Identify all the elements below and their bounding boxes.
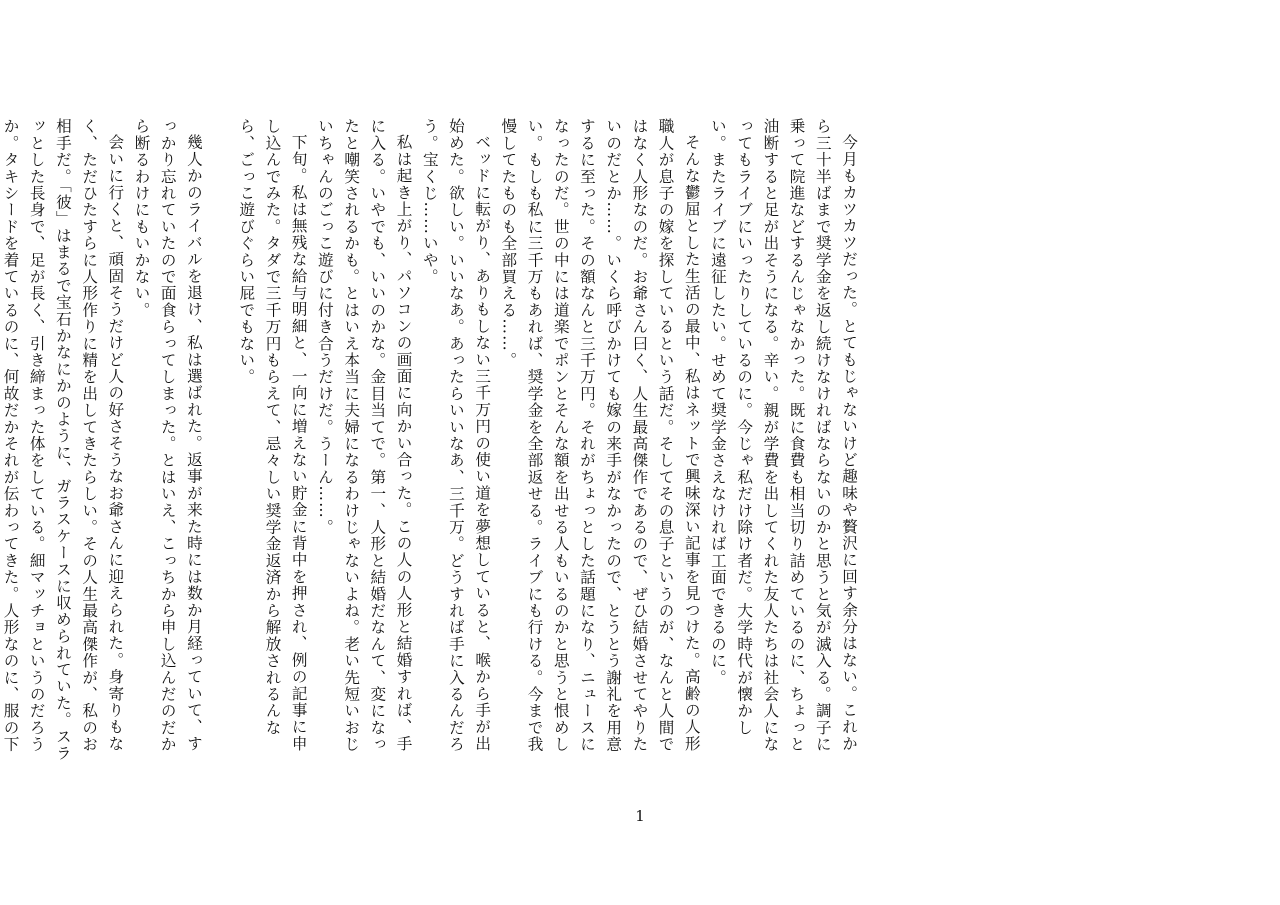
paragraph: 会いに行くと、頑固そうだけど人の好さそうなお爺さんに迎えられた。身寄りもなく、ただひたすらに人形作りに精を出してきたらしい。その人生最高傑作が、私のお相手だ。「彼」はまるで宝石かなにかのように、ガラスケースに収められていた。スラッとした長身で、足が長く、引き締まった体をしている。細マッチョというのだろうか。タキシードを着ているのに、何故だかそれが伝わってきた。人形なのに、服の下 [1, 118, 125, 762]
page-number: 1 [635, 807, 645, 825]
paragraph: 今月もカツカツだった。とてもじゃないけど趣味や贅沢に回す余分はない。これから三十半ばまで奨学金を返し続けなければならないのかと思うと気が滅入る。調子に乗って院進などするんじゃなかった。既に食費も相当切り詰めているのに、ちょっと油断すると足が出そうになる。辛い。親が学費を出してくれた友人たちは社会人になってもライブにいったりしているのに。今じゃ私だけ除け者だ。大学時代が懐かしい。またライブに遠征したい。せめて奨学金さえなければ工面できるのに。 [708, 118, 858, 753]
section-break [207, 118, 233, 766]
vertical-text-body [0, 118, 862, 766]
paragraph: 私は起き上がり、パソコンの画面に向かい合った。この人の人形と結婚すれば、手に入る。いやでも、いいのかな。金目当てで。第一、人形と結婚だなんて、変になったと嘲笑されるかも。とはいえ本当に夫婦になるわけじゃないよね。老い先短いおじいちゃんのごっこ遊びに付き合うだけだ。うーん……。 [315, 118, 413, 753]
paragraph: そんな鬱屈とした生活の最中、私はネットで興味深い記事を見つけた。高齢の人形職人が息子の嫁を探しているという話だ。そしてその息子というのが、なんと人間ではなく人形なのだ。お爺さん曰く、人生最高傑作であるので、ぜひ結婚させてやりたいのだとか……。いくら呼びかけても嫁の来手がなかったので、とうとう謝礼を用意するに至った。その額なんと三千万円。それがちょっとした話題になり、ニュースになったのだ。世の中には道楽でポンとそんな額を出せる人もいるのかと思うと恨めしい。もしも私に三千万もあれば、奨学金を全部返せる。ライブにも行ける。今まで我慢してたものも全部買える……。 [499, 118, 701, 753]
paragraph: 幾人かのライバルを退け、私は選ばれた。返事が来た時には数か月経っていて、すっかり忘れていたので面食らってしまった。とはいえ、こっちから申し込んだのだから断るわけにもいかない。 [132, 118, 203, 753]
paragraph: ベッドに転がり、ありもしない三千万円の使い道を夢想していると、喉から手が出始めた。欲しい。いいなあ。あったらいいなあ、三千万。どうすれば手に入るんだろう。宝くじ……いや。 [420, 118, 492, 753]
paragraph: 下旬。私は無残な給与明細と、一向に増えない貯金に背中を押され、例の記事に申し込んでみた。タダで三千万円もらえて、忌々しい奨学金返済から解放されるんなら、ごっこ遊びぐらい屁でもない。 [237, 118, 308, 752]
